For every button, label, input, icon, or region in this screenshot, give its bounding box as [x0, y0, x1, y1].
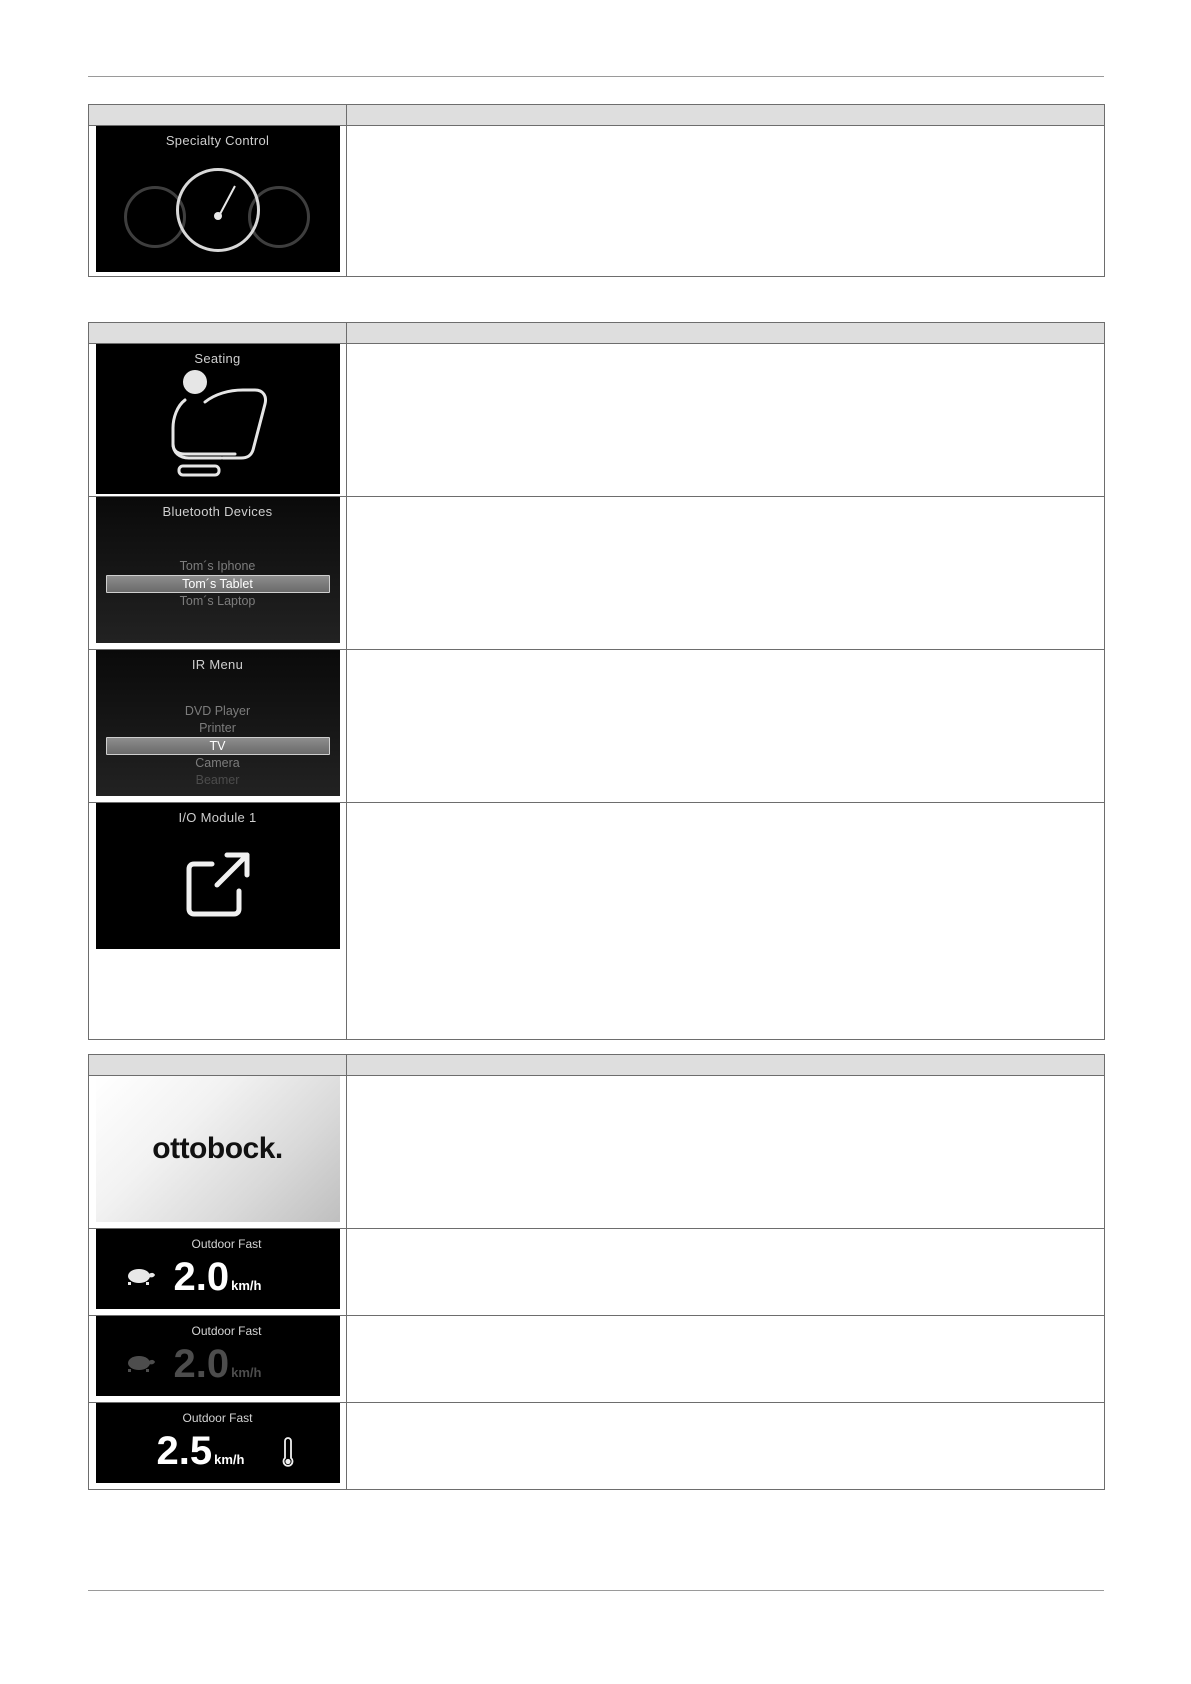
speed-value — [96, 1255, 340, 1308]
table-specialty-control — [88, 104, 1105, 277]
table-startup-screens — [88, 1054, 1105, 1490]
header-rule — [88, 76, 1104, 77]
display-drive-speed — [96, 1229, 340, 1309]
cell-display-io-module — [89, 803, 347, 1040]
header-cell-symbol — [89, 105, 347, 126]
cell-display-speed-thermo — [89, 1403, 347, 1490]
panel-title: Seating — [194, 351, 241, 366]
list-item[interactable]: Camera — [195, 756, 240, 770]
display-drive-speed-temperature — [96, 1403, 340, 1483]
car-seat-icon — [143, 366, 293, 486]
table-row — [89, 1316, 1105, 1403]
table-seating-and-devices — [88, 322, 1105, 1040]
panel-title: I/O Module 1 — [178, 810, 257, 825]
table-header-row — [89, 1055, 1105, 1076]
speed-unit: km/h — [214, 1452, 245, 1467]
list-item[interactable]: Beamer — [195, 773, 240, 787]
cell-description-io-module — [347, 803, 1105, 1040]
display-drive-speed-inactive — [96, 1316, 340, 1396]
speed-value — [96, 1429, 340, 1482]
footer-rule — [88, 1590, 1104, 1591]
drive-mode-label: Outdoor Fast — [182, 1411, 253, 1425]
speedometer-icon — [96, 160, 340, 265]
cell-display-speed-active — [89, 1229, 347, 1316]
gauge-main-icon — [176, 168, 260, 252]
header-cell-description — [347, 105, 1105, 126]
list-item[interactable] — [106, 686, 330, 703]
cell-display-ir-menu — [89, 650, 347, 803]
table-row — [89, 1076, 1105, 1229]
cell-display-specialty — [89, 126, 347, 277]
list-item[interactable]: Tom´s Laptop — [179, 594, 256, 608]
cell-display-bluetooth — [89, 497, 347, 650]
display-specialty-control — [96, 126, 340, 272]
list-item[interactable]: DVD Player — [184, 704, 251, 718]
speed-number: 2.0 — [173, 1342, 230, 1386]
ottobock-logo: ottobock. — [152, 1132, 283, 1165]
header-cell-symbol — [89, 1055, 347, 1076]
bluetooth-device-list[interactable] — [106, 541, 330, 610]
gauge-hub-icon — [214, 212, 222, 220]
display-bluetooth-devices — [96, 497, 340, 643]
display-io-module — [96, 803, 340, 949]
table-row — [89, 803, 1105, 1040]
panel-title: Bluetooth Devices — [162, 504, 273, 519]
table-row — [89, 1229, 1105, 1316]
display-startup-logo — [96, 1076, 340, 1222]
list-item-selected[interactable]: TV — [106, 737, 330, 755]
table-header-row — [89, 105, 1105, 126]
table-row — [89, 126, 1105, 277]
header-cell-description — [347, 1055, 1105, 1076]
ir-menu-list[interactable] — [106, 686, 330, 789]
cell-description-logo — [347, 1076, 1105, 1229]
external-link-icon — [181, 847, 255, 921]
speed-number: 2.5 — [156, 1429, 213, 1473]
header-cell-symbol — [89, 323, 347, 344]
cell-display-speed-dimmed — [89, 1316, 347, 1403]
drive-mode-label: Outdoor Fast — [191, 1324, 262, 1338]
table-row — [89, 1403, 1105, 1490]
cell-description-bluetooth — [347, 497, 1105, 650]
cell-description-speed-dimmed — [347, 1316, 1105, 1403]
cell-description-speed-thermo — [347, 1403, 1105, 1490]
display-seating — [96, 344, 340, 494]
panel-title: IR Menu — [191, 657, 244, 672]
list-item[interactable]: Printer — [199, 721, 236, 735]
speed-unit: km/h — [231, 1278, 262, 1293]
cell-description-ir-menu — [347, 650, 1105, 803]
cell-description-seating — [347, 344, 1105, 497]
cell-description-specialty — [347, 126, 1105, 277]
speed-unit: km/h — [231, 1365, 262, 1380]
display-ir-menu — [96, 650, 340, 796]
list-item[interactable] — [106, 541, 330, 558]
table-header-row — [89, 323, 1105, 344]
speed-number: 2.0 — [173, 1255, 230, 1299]
table-row — [89, 344, 1105, 497]
cell-display-logo — [89, 1076, 347, 1229]
cell-description-speed-active — [347, 1229, 1105, 1316]
drive-mode-label: Outdoor Fast — [191, 1237, 262, 1251]
table-row — [89, 497, 1105, 650]
cell-display-seating — [89, 344, 347, 497]
list-item-selected[interactable]: Tom´s Tablet — [106, 575, 330, 593]
header-cell-description — [347, 323, 1105, 344]
panel-title: Specialty Control — [165, 133, 270, 148]
thermometer-icon — [280, 1435, 296, 1474]
table-row — [89, 650, 1105, 803]
speed-value — [96, 1342, 340, 1395]
list-item[interactable]: Tom´s Iphone — [179, 559, 256, 573]
